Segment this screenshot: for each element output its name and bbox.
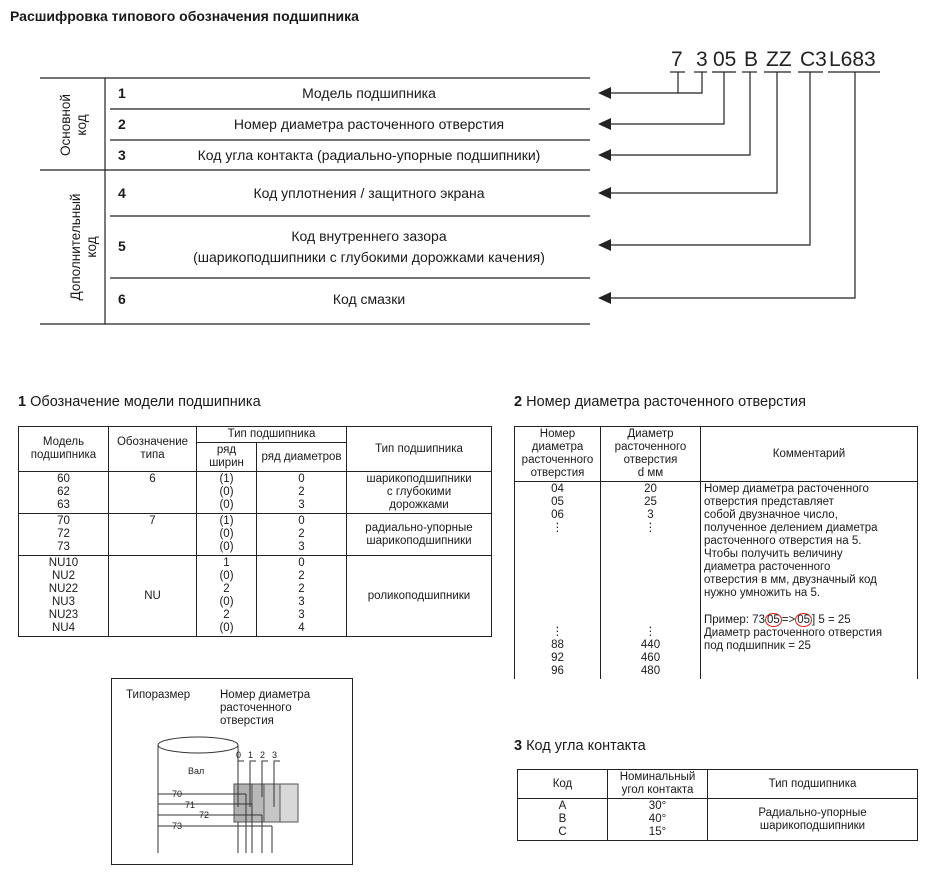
group-label-line: код	[84, 236, 99, 258]
cell-line: 25	[644, 496, 657, 508]
cell-line: 73	[57, 541, 70, 553]
comment-line: нужно умножить на 5.	[704, 587, 821, 599]
cell-line: (0)	[219, 499, 234, 511]
cell-line: NU2	[51, 570, 75, 582]
cell-type: роликоподшипники	[347, 556, 492, 637]
cell-diams	[257, 556, 347, 637]
cell-type	[347, 514, 492, 556]
cell-line: (0)	[219, 541, 234, 553]
cell-line: 1	[223, 557, 230, 569]
category-number: 5	[118, 238, 126, 254]
cell-line: 06	[551, 509, 564, 521]
code-part: L683	[829, 48, 876, 71]
table-row	[518, 799, 918, 841]
page-title: Расшифровка типового обозначения подшипника	[10, 8, 359, 24]
cell-widths	[197, 472, 257, 514]
category-number: 3	[118, 147, 126, 163]
col-diam-series: ряд диаметров	[257, 443, 347, 472]
group-label-line: Основной	[58, 94, 73, 156]
cell-line: 2	[298, 528, 305, 540]
cell-type	[708, 799, 918, 841]
cell-diameters	[601, 482, 701, 680]
cell-line: 96	[551, 665, 564, 677]
section-1-title	[18, 394, 261, 410]
cell-line: (1)	[219, 515, 234, 527]
col-code: Код	[518, 770, 608, 799]
cell-line: 3	[298, 541, 305, 553]
cell-line: 15°	[648, 826, 667, 838]
cell-line: 72	[57, 528, 70, 540]
col-bore-no: Номер диаметра расточенного отверстия	[515, 427, 601, 482]
comment-line: собой двузначное число,	[704, 509, 838, 521]
cell-angles	[608, 799, 708, 841]
section-title-text: Код угла контакта	[526, 738, 646, 754]
cell-models	[19, 556, 109, 637]
cell-line: 05	[551, 496, 564, 508]
cell-line: C	[558, 826, 567, 838]
cell-line: 40°	[648, 813, 667, 825]
cell-codes	[518, 799, 608, 841]
cell-line: 0	[298, 473, 305, 485]
series-num: 3	[272, 750, 278, 760]
table-row	[19, 472, 492, 514]
section-number: 3	[514, 738, 523, 754]
category-number: 4	[118, 185, 126, 201]
cell-code: NU	[109, 556, 197, 637]
example-suffix: ] 5 = 25	[812, 614, 851, 626]
cell-line: 2	[298, 570, 305, 582]
col-width-series: ряд ширин	[197, 443, 257, 472]
section-2-title	[514, 394, 806, 410]
cell-line: 480	[640, 665, 661, 677]
cell-line: 62	[57, 486, 70, 498]
example-highlight: 05	[766, 614, 780, 626]
cell-line: ⋮	[551, 522, 564, 534]
cell-line: 63	[57, 499, 70, 511]
cell-bore-numbers	[515, 482, 601, 680]
group-label-line: код	[74, 114, 89, 136]
cell-line: (0)	[219, 622, 234, 634]
size-series-inset	[111, 678, 353, 865]
cell-widths	[197, 514, 257, 556]
shaft-label: Вал	[188, 766, 205, 776]
cell-line: 440	[640, 639, 661, 651]
comment-line: Чтобы получить величину	[704, 548, 843, 560]
size-label: 71	[185, 800, 196, 810]
cell-line: шарикоподшипники	[366, 473, 472, 485]
series-num: 2	[260, 750, 266, 760]
cell-code: 7	[109, 514, 197, 556]
cell-line: (1)	[219, 473, 234, 485]
cell-line: NU10	[48, 557, 79, 569]
cell-line: 3	[298, 609, 305, 621]
cell-line: 60	[57, 473, 70, 485]
col-diameter	[601, 427, 701, 482]
table-row	[19, 556, 492, 637]
code-part: ZZ	[766, 48, 792, 71]
cell-line: 04	[551, 483, 564, 495]
cell-line: NU3	[51, 596, 75, 608]
col-type: Тип подшипника	[347, 427, 492, 472]
comment-line: под подшипник = 25	[704, 640, 811, 652]
category-text: Код угла контакта (радиально-упорные подшипники)	[197, 147, 541, 163]
cell-line: шарикоподшипники	[759, 819, 866, 832]
cell-line: 3	[647, 509, 654, 521]
category-text: Код внутреннего зазора	[291, 228, 447, 244]
size-label: 73	[172, 821, 183, 831]
cell-line: 0	[298, 515, 305, 527]
comment-line: расточенного отверстия на 5.	[704, 535, 862, 547]
comment-line: отверстия в мм, двузначный код	[704, 574, 877, 586]
section-title-text: Номер диаметра расточенного отверстия	[526, 394, 807, 410]
cell-line: 2	[298, 583, 305, 595]
size-label: 72	[199, 810, 210, 820]
cell-line: NU4	[51, 622, 75, 634]
bore-table	[514, 426, 918, 679]
col-bearing-type: Тип подшипника	[197, 427, 347, 443]
model-table	[18, 426, 492, 637]
col-angle: Номинальный угол контакта	[608, 770, 708, 799]
series-num: 0	[236, 750, 242, 760]
comment-line: отверстия представляет	[704, 496, 834, 508]
cell-line: (0)	[219, 596, 234, 608]
table-row	[19, 514, 492, 556]
category-number: 1	[118, 85, 126, 101]
contact-angle-table	[517, 769, 918, 841]
cell-line: 30°	[648, 800, 667, 812]
cell-line: Радиально-упорные	[758, 806, 867, 819]
cell-line: ⋮	[644, 522, 657, 534]
cell-line: дорожками	[389, 499, 449, 511]
cell-diams	[257, 514, 347, 556]
category-text-line2: (шарикоподшипники с глубокими дорожками качения)	[193, 249, 545, 265]
section-3-title	[514, 738, 646, 754]
section-title-text: Обозначение модели подшипника	[30, 394, 261, 410]
col-type: Тип подшипника	[708, 770, 918, 799]
cell-line: NU23	[48, 609, 79, 621]
inset-label-size: Типоразмер	[126, 689, 191, 701]
code-part: B	[744, 48, 759, 71]
cell-line: (0)	[219, 570, 234, 582]
category-text: Модель подшипника	[302, 85, 436, 101]
code-part: C3	[800, 48, 827, 71]
group-label-additional	[68, 173, 102, 321]
category-text: Номер диаметра расточенного отверстия	[233, 116, 505, 132]
cell-line: A	[558, 800, 567, 812]
section-number: 2	[514, 394, 523, 410]
cell-line: 4	[298, 622, 305, 634]
cell-line: NU22	[48, 583, 79, 595]
cell-line: 2	[223, 583, 230, 595]
cell-line: 3	[298, 499, 305, 511]
code-part: 7	[671, 48, 683, 71]
cell-line: B	[558, 813, 567, 825]
cell-line: ⋮	[551, 626, 564, 638]
comment-line: диаметра расточенного	[704, 561, 831, 573]
cell-line: 3	[298, 596, 305, 608]
group-label-basic	[58, 76, 92, 174]
size-label: 70	[172, 789, 183, 799]
example-arrow: =>	[781, 614, 796, 626]
example-prefix: Пример: 73	[704, 614, 765, 626]
cell-line: 460	[640, 652, 661, 664]
category-text: Код смазки	[332, 291, 406, 307]
cell-line: с глубокими	[386, 486, 452, 498]
cell-line: радиально-упорные	[365, 521, 473, 534]
cell-line: 70	[57, 515, 70, 527]
header-line: Диаметр расточенного отверстия	[614, 428, 687, 466]
col-type-code: Обозначение типа	[109, 427, 197, 472]
col-model: Модель подшипника	[19, 427, 109, 472]
code-part: 05	[713, 48, 737, 71]
inset-label-bore: Номер диаметра расточенного отверстия	[220, 689, 311, 727]
cell-line: (0)	[219, 486, 234, 498]
cell-code: 6	[109, 472, 197, 514]
col-comment: Комментарий	[701, 427, 918, 482]
cell-line: ⋮	[644, 626, 657, 638]
cell-line: 2	[223, 609, 230, 621]
comment-line: Номер диаметра расточенного	[704, 483, 869, 495]
bearing-series-drawing	[112, 679, 352, 864]
table-row	[515, 482, 918, 680]
cell-line: 92	[551, 652, 564, 664]
section-number: 1	[18, 394, 27, 410]
category-number: 2	[118, 116, 126, 132]
series-num: 1	[248, 750, 254, 760]
comment-line: Диаметр расточенного отверстия	[704, 627, 883, 639]
code-diagram-lines	[0, 0, 927, 330]
cell-widths	[197, 556, 257, 637]
cell-models	[19, 472, 109, 514]
header-unit: d мм	[637, 467, 664, 479]
cell-models	[19, 514, 109, 556]
cell-line: 88	[551, 639, 564, 651]
cell-comment	[701, 482, 918, 680]
category-number: 6	[118, 291, 126, 307]
cell-line: шарикоподшипники	[366, 534, 472, 547]
group-label-line: Дополнительный	[68, 193, 83, 301]
cell-line: 0	[298, 557, 305, 569]
cell-diams	[257, 472, 347, 514]
cell-type	[347, 472, 492, 514]
cell-line: 2	[298, 486, 305, 498]
cell-line: (0)	[219, 528, 234, 540]
cell-line: 20	[644, 483, 657, 495]
example-line	[704, 613, 914, 627]
example-highlight: 05	[797, 614, 810, 626]
code-part: 3	[696, 48, 708, 71]
category-text: Код уплотнения / защитного экрана	[253, 185, 485, 201]
comment-line: полученное делением диаметра	[704, 522, 878, 534]
